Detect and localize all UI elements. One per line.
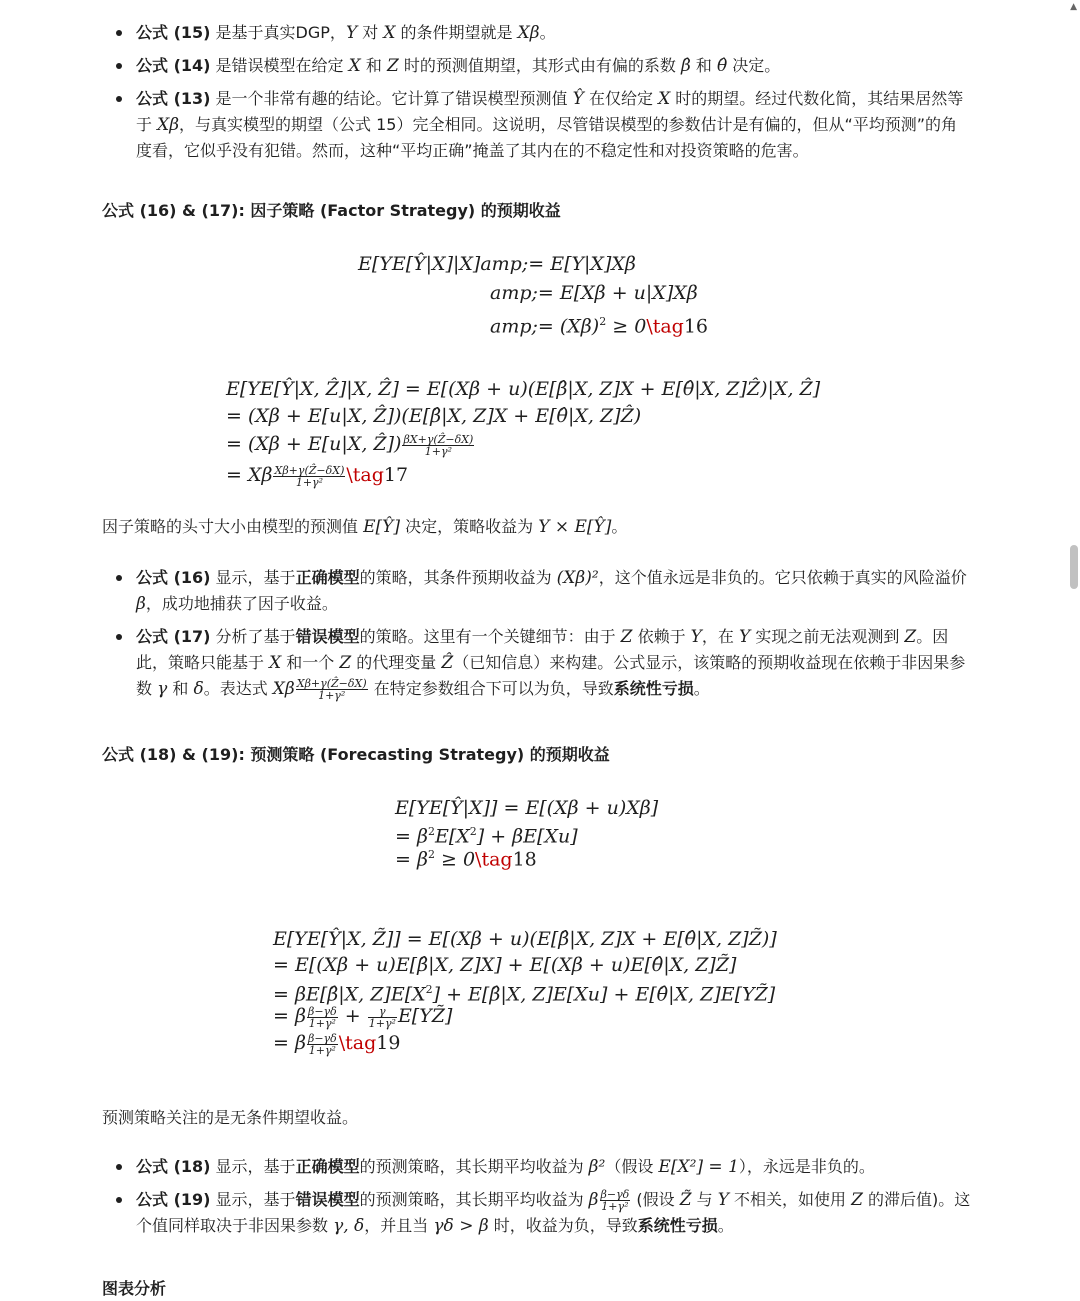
scrollbar-thumb[interactable] [1070,545,1078,589]
section-heading-factor: 公式 (16) & (17): 因子策略 (Factor Strategy) 的预期收益 [102,201,561,220]
list-item: 公式 (13) 是一个非常有趣的结论。它计算了错误模型预测值 Ŷ 在仅给定 X 时的期望。经过代数化简，其结果居然等于 Xβ，与真实模型的期望（公式 15）完全相同。这说明，尽管错误模型的参数估计是有偏的，但从“平均预测”的角度看，它似乎没有犯错。然而，这种“平均正确”掩盖了其内在的不稳定性和对投资策略的危害。 [112,86,972,163]
bottom-bullet-list [112,1154,972,1246]
equation-18-line1: E[YE[Ŷ|X]] = E[(Xβ + u)Xβ] [395,797,659,819]
tag-16: \tag [646,315,684,338]
equation-17-line3: = (Xβ + E[u|X, Ẑ]) $\frac{\text{βX+γ(Ẑ−δX)}}{\text{1+γ²}}$ [226,432,474,458]
section-heading-chart-analysis: 图表分析 [102,1279,167,1298]
equation-19-line3: = βE[β̂|X, $Z]E[X^2]$ + E[β̂|X, Z]E[Xu] + E[θ̂|X, Z]E[YZ̃] [273,983,776,1006]
section-heading-forecasting: 公式 (18) & (19): 预测策略 (Forecasting Strategy) 的预期收益 [102,745,610,764]
equation-17-line1: E[YE[Ŷ|X, Ẑ]|X, Ẑ] = E[(Xβ + u)(E[β̂|X, Z]X + E[θ̂|X, Z]Ẑ)|X, Ẑ] [226,378,821,400]
scroll-up-arrow-icon[interactable]: ▲ [1070,2,1077,12]
equation-19-line5: = β $\frac{\beta-\gamma\delta}{\text{1+γ²}}$ \tag19 [273,1031,401,1057]
paragraph-forecasting: 预测策略关注的是无条件期望收益。 [102,1108,359,1127]
equation-19-line2: = E[(Xβ + u)E[β̂|X, Z]X] + E[(Xβ + u)E[θ̂|X, Z]Z̃] [273,954,737,976]
equation-18-line2: = $\beta^2E[X^2] + \beta E[Xu]$ [395,825,578,848]
list-item: 公式 (16) 显示，基于正确模型的策略，其条件预期收益为 (Xβ)²，这个值永远是非负的。它只依赖于真实的风险溢价 β，成功地捕获了因子收益。 [112,565,972,617]
equation-17-line2: = (Xβ + E[u|X, Ẑ])(E[β̂|X, Z]X + E[θ̂|X, Z]Ẑ) [226,405,642,427]
equation-19-line4: = β $\frac{\beta-\gamma\delta}{\text{1+γ²}}$ + $\frac{\gamma}{\text{1+γ²}}$ E[YZ̃] [273,1004,453,1030]
equation-16-line1: E[YE[Ŷ|X]|X]amp;= E[Y|X]Xβ [358,253,636,275]
equation-16-line2: amp;= E[Xβ + u|X]Xβ [490,282,698,304]
tag-17: \tag [346,464,384,486]
middle-bullet-list [112,565,972,709]
list-item: 公式 (17) 分析了基于错误模型的策略。这里有一个关键细节：由于 Z 依赖于 Y，在 Y 实现之前无法观测到 Z。因此，策略只能基于 X 和一个 Z 的代理变量 Ẑ（已知信息）来构建。公式显示，该策略的预期收益现在依赖于非因果参数 γ 和 δ。表达式 Xβ $\frac{\text{Xβ+γ(Ẑ−δX)}}{\text{1+γ²}}$ 在特定参数组合下可以为负，导致系统性亏损。 [112,624,972,702]
equation-19-line1: E[YE[Ŷ|X, Z̃]] = E[(Xβ + u)(E[β̂|X, Z]X + E[θ̂|X, Z]Z̃)] [273,928,777,950]
equation-18-line3: = $\beta^2$ ≥ 0\tag18 [395,848,537,871]
equation-17-line4: = Xβ $\frac{\text{Xβ+γ(Ẑ−δX)}}{\text{1+γ²}}$ \tag17 [226,463,409,489]
list-item: 公式 (14) 是错误模型在给定 X 和 Z 时的预测值期望，其形式由有偏的系数 β̂ 和 θ̂ 决定。 [112,53,972,79]
list-item: 公式 (19) 显示，基于错误模型的预测策略，其长期平均收益为 β $\frac{\beta-\gamma\delta}{\text{1+γ²}}$ (假设 Z̃ 与 Y 不相关，如使用 Z 的滞后值)。这个值同样取决于非因果参数 γ, δ，并且当 γδ > β 时，收益为负，导致系统性亏损。 [112,1187,972,1239]
list-item: 公式 (15) 是基于真实DGP，Y 对 X 的条件期望就是 Xβ。 [112,20,972,46]
scrollbar-track[interactable] [1068,0,1078,1301]
tag-19: \tag [338,1032,377,1054]
top-bullet-list [112,20,972,170]
paragraph-factor-size: 因子策略的头寸大小由模型的预测值 E[Ŷ] 决定，策略收益为 Y × E[Ŷ]。 [102,517,628,537]
equation-16-line3: amp;= $(X\beta)^2$ ≥ 0\tag16 [490,315,709,338]
list-item: 公式 (18) 显示，基于正确模型的预测策略，其长期平均收益为 β²（假设 E[X²] = 1），永远是非负的。 [112,1154,972,1180]
tag-18: \tag [475,848,513,871]
